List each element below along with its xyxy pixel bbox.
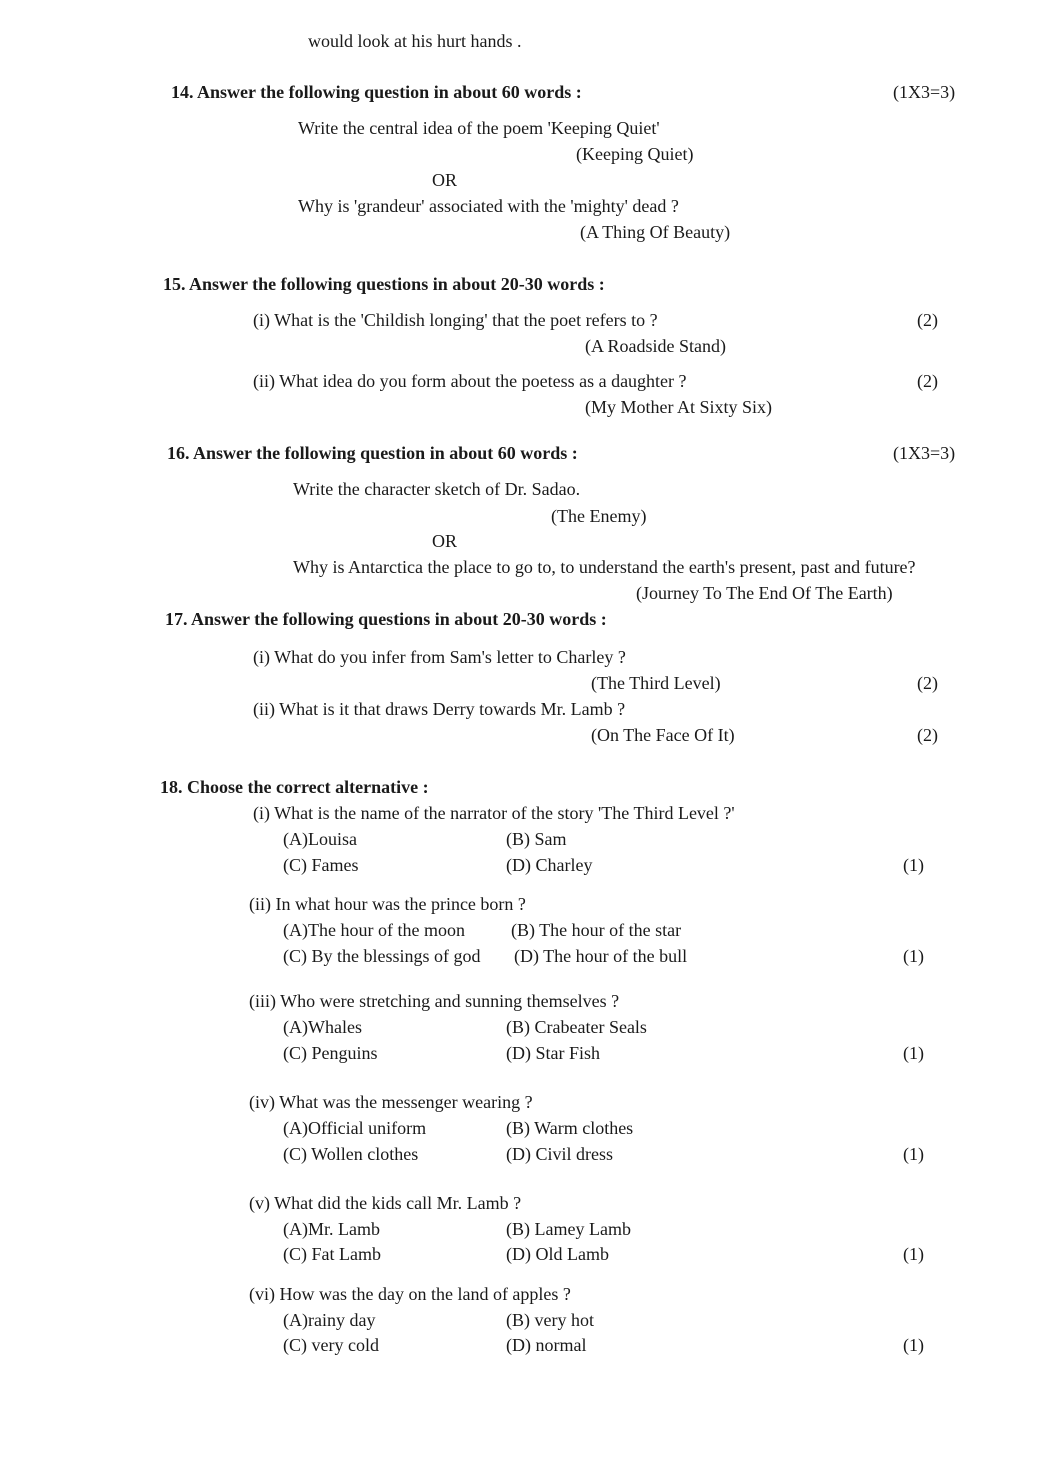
q16-source-a: (The Enemy) <box>551 506 647 526</box>
q18-ii-option-b: (B) The hour of the star <box>511 920 682 940</box>
q18-vi-option-a: (A)rainy day <box>283 1310 376 1330</box>
q18-iv-option-b: (B) Warm clothes <box>506 1118 634 1138</box>
q18-v-marks: (1) <box>903 1244 924 1264</box>
q18-v-option-b: (B) Lamey Lamb <box>506 1219 631 1239</box>
q15-item-ii-marks: (2) <box>917 371 938 391</box>
q18-iv-option-a: (A)Official uniform <box>283 1118 427 1138</box>
q18-vi-option-d: (D) normal <box>506 1335 587 1355</box>
q15-item-i-source: (A Roadside Stand) <box>585 336 726 356</box>
q17-heading: 17. Answer the following questions in about 20-30 words : <box>165 609 607 629</box>
q18-question-iv: (iv) What was the messenger wearing ? <box>249 1092 533 1112</box>
q16-marks: (1X3=3) <box>893 443 956 463</box>
q14-heading: 14. Answer the following question in about 60 words : <box>171 82 582 102</box>
q18-iii-option-a: (A)Whales <box>283 1017 362 1037</box>
q16-source-b: (Journey To The End Of The Earth) <box>636 583 893 603</box>
q18-question-iii: (iii) Who were stretching and sunning themselves ? <box>249 991 620 1011</box>
q18-iii-option-b: (B) Crabeater Seals <box>506 1017 647 1037</box>
q18-question-i: (i) What is the name of the narrator of the story 'The Third Level ?' <box>253 803 735 823</box>
q18-iv-option-d: (D) Civil dress <box>506 1144 613 1164</box>
q18-iv-option-c: (C) Wollen clothes <box>283 1144 419 1164</box>
q18-vi-marks: (1) <box>903 1335 924 1355</box>
q14-question-a: Write the central idea of the poem 'Keeping Quiet' <box>298 118 660 138</box>
q18-vi-option-b: (B) very hot <box>506 1310 594 1330</box>
q18-ii-option-c: (C) By the blessings of god <box>283 946 481 966</box>
q18-vi-option-c: (C) very cold <box>283 1335 379 1355</box>
q15-item-ii: (ii) What idea do you form about the poetess as a daughter ? <box>253 371 687 391</box>
q18-iii-option-c: (C) Penguins <box>283 1043 378 1063</box>
q18-question-vi: (vi) How was the day on the land of apples ? <box>249 1284 571 1304</box>
q14-source-b: (A Thing Of Beauty) <box>580 222 731 242</box>
q18-ii-option-a: (A)The hour of the moon <box>283 920 465 940</box>
q18-v-option-c: (C) Fat Lamb <box>283 1244 381 1264</box>
carryover-text: would look at his hurt hands . <box>308 31 522 51</box>
q18-v-option-d: (D) Old Lamb <box>506 1244 609 1264</box>
q16-question-a: Write the character sketch of Dr. Sadao. <box>293 479 581 499</box>
q18-i-option-c: (C) Fames <box>283 855 359 875</box>
q18-question-ii: (ii) In what hour was the prince born ? <box>249 894 526 914</box>
q14-marks: (1X3=3) <box>893 82 956 102</box>
q16-heading: 16. Answer the following question in about 60 words : <box>167 443 578 463</box>
q18-heading: 18. Choose the correct alternative : <box>160 777 429 797</box>
q18-i-option-b: (B) Sam <box>506 829 567 849</box>
q16-or: OR <box>432 531 458 551</box>
q14-question-b: Why is 'grandeur' associated with the 'mighty' dead ? <box>298 196 679 216</box>
q14-or: OR <box>432 170 458 190</box>
q17-item-i-marks: (2) <box>917 673 938 693</box>
q15-heading: 15. Answer the following questions in about 20-30 words : <box>163 274 605 294</box>
q18-iii-marks: (1) <box>903 1043 924 1063</box>
q17-item-i: (i) What do you infer from Sam's letter to Charley ? <box>253 647 626 667</box>
q18-v-option-a: (A)Mr. Lamb <box>283 1219 380 1239</box>
q18-ii-option-d: (D) The hour of the bull <box>514 946 688 966</box>
q18-i-option-d: (D) Charley <box>506 855 593 875</box>
q18-question-v: (v) What did the kids call Mr. Lamb ? <box>249 1193 522 1213</box>
q17-item-ii: (ii) What is it that draws Derry towards Mr. Lamb ? <box>253 699 626 719</box>
q14-source-a: (Keeping Quiet) <box>576 144 694 164</box>
q18-i-option-a: (A)Louisa <box>283 829 357 849</box>
q18-iii-option-d: (D) Star Fish <box>506 1043 600 1063</box>
q16-question-b: Why is Antarctica the place to go to, to understand the earth's present, past and future? <box>293 557 916 577</box>
q18-i-marks: (1) <box>903 855 924 875</box>
q15-item-ii-source: (My Mother At Sixty Six) <box>585 397 773 417</box>
q17-item-ii-marks: (2) <box>917 725 938 745</box>
q15-item-i-marks: (2) <box>917 310 938 330</box>
q18-ii-marks: (1) <box>903 946 924 966</box>
q17-item-ii-source: (On The Face Of It) <box>591 725 735 745</box>
q17-item-i-source: (The Third Level) <box>591 673 721 693</box>
q18-iv-marks: (1) <box>903 1144 924 1164</box>
q15-item-i: (i) What is the 'Childish longing' that the poet refers to ? <box>253 310 658 330</box>
